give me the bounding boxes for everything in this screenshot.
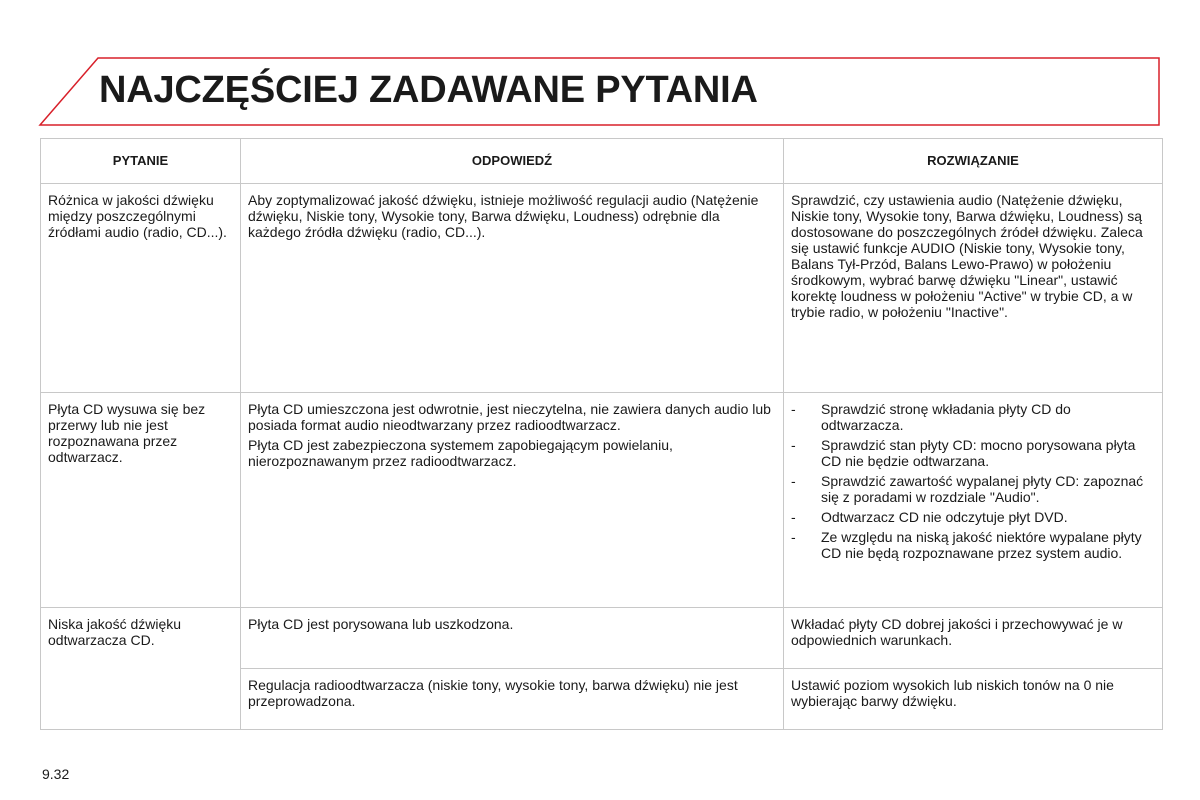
list-item-text: Sprawdzić stronę wkładania płyty CD do odtwarzacza. <box>821 401 1071 433</box>
page-number: 9.32 <box>42 766 70 782</box>
dash-bullet: - <box>791 529 796 545</box>
dash-bullet: - <box>791 437 796 453</box>
header-answer: ODPOWIEDŹ <box>241 139 784 184</box>
answer-cell <box>241 669 784 730</box>
question-cell: Płyta CD wysuwa się bez przerwy lub nie jest rozpoznawana przez odtwarzacz. <box>41 393 241 608</box>
dash-bullet: - <box>791 509 796 525</box>
solution-cell: Wkładać płyty CD dobrej jakości i przechowywać je w odpowiednich warunkach. <box>784 608 1163 669</box>
answer-paragraph: Regulacja radioodtwarzacza (niskie tony, wysokie tony, barwa dźwięku) nie jest przeprowadzona. <box>248 677 738 709</box>
table-header-row <box>41 139 1163 184</box>
solution-list <box>791 401 1155 561</box>
answer-cell <box>241 608 784 669</box>
list-item <box>791 473 1155 505</box>
list-item-text: Odtwarzacz CD nie odczytuje płyt DVD. <box>821 509 1068 525</box>
answer-paragraph: Płyta CD jest zabezpieczona systemem zapobiegającym powielaniu, nierozpoznawanym przez radioodtwarzacz. <box>248 437 673 469</box>
solution-cell: Ustawić poziom wysokich lub niskich tonów na 0 nie wybierając barwy dźwięku. <box>784 669 1163 730</box>
header-solution: ROZWIĄZANIE <box>784 139 1163 184</box>
question-cell: Niska jakość dźwięku odtwarzacza CD. <box>41 608 241 730</box>
list-item <box>791 529 1155 561</box>
dash-bullet: - <box>791 401 796 417</box>
page-title-banner <box>38 57 1160 127</box>
answer-cell <box>241 184 784 393</box>
list-item-text: Sprawdzić stan płyty CD: mocno porysowana płyta CD nie będzie odtwarzana. <box>821 437 1136 469</box>
header-question: PYTANIE <box>41 139 241 184</box>
solution-cell <box>784 393 1163 608</box>
list-item <box>791 509 1155 525</box>
faq-table <box>40 138 1163 730</box>
list-item <box>791 437 1155 469</box>
solution-cell: Sprawdzić, czy ustawienia audio (Natężenie dźwięku, Niskie tony, Wysokie tony, Barwa dźwięku, Loudness) są dostosowane do poszczególnych źródeł dźwięku. Zaleca się ustawić funkcje AUDIO (Niskie tony, Wysokie tony, Balans Tył-Przód, Balans Lewo-Prawo) w położeniu środkowym, wybrać barwę dźwięku "Linear", ustawić korektę loudness w położeniu "Active" w trybie CD, a w trybie radio, w położeniu "Inactive". <box>784 184 1163 393</box>
answer-cell <box>241 393 784 608</box>
list-item-text: Ze względu na niską jakość niektóre wypalane płyty CD nie będą rozpoznawane przez system audio. <box>821 529 1142 561</box>
table-row <box>41 184 1163 393</box>
answer-paragraph: Płyta CD jest porysowana lub uszkodzona. <box>248 616 514 632</box>
page-title: NAJCZĘŚCIEJ ZADAWANE PYTANIA <box>99 69 758 111</box>
table-row <box>41 608 1163 669</box>
table-row <box>41 393 1163 608</box>
question-cell: Różnica w jakości dźwięku między poszczególnymi źródłami audio (radio, CD...). <box>41 184 241 393</box>
dash-bullet: - <box>791 473 796 489</box>
answer-paragraph: Płyta CD umieszczona jest odwrotnie, jest nieczytelna, nie zawiera danych audio lub posiada format audio nieodtwarzany przez radioodtwarzacz. <box>248 401 771 433</box>
list-item-text: Sprawdzić zawartość wypalanej płyty CD: zapoznać się z poradami w rozdziale "Audio". <box>821 473 1144 505</box>
list-item <box>791 401 1155 433</box>
answer-paragraph: Aby zoptymalizować jakość dźwięku, istnieje możliwość regulacji audio (Natężenie dźwięku, Niskie tony, Wysokie tony, Barwa dźwięku, Loudness) odrębnie dla każdego źródła dźwięku (radio, CD...). <box>248 192 759 240</box>
